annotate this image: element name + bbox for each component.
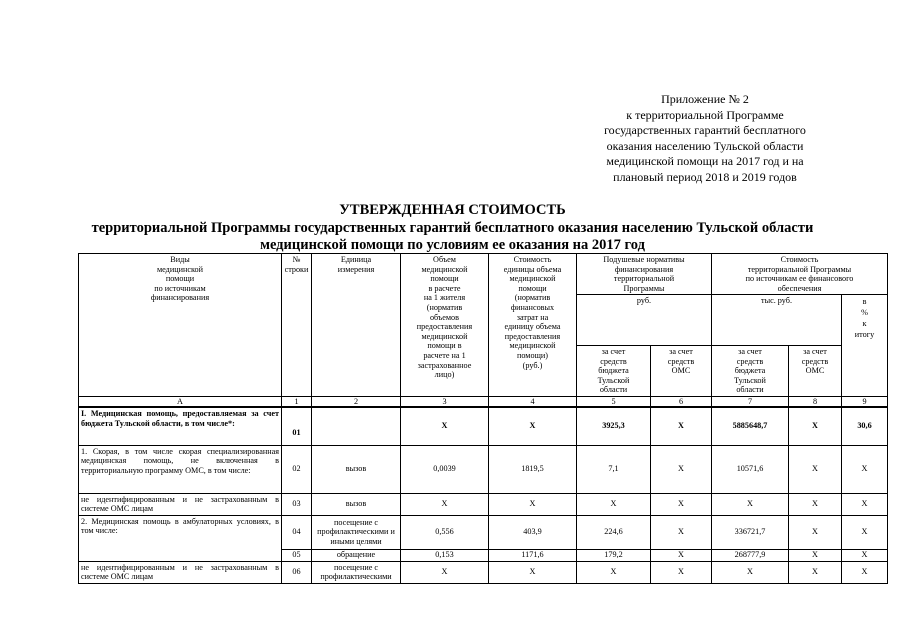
- col-number: 3: [401, 397, 489, 408]
- row-budget-per-capita: Х: [577, 561, 651, 583]
- col-number: 9: [842, 397, 888, 408]
- col-number: 1: [282, 397, 312, 408]
- col-number: 7: [712, 397, 789, 408]
- row-oms-per-capita: Х: [651, 493, 712, 515]
- row-percent: 30,6: [842, 407, 888, 445]
- header-cost: Стоимость единицы объема медицинской помощи (норматив финансовых затрат на единицу объема предоставления медицинской помощи) (руб.): [489, 254, 577, 397]
- row-percent: Х: [842, 549, 888, 561]
- row-volume: Х: [401, 407, 489, 445]
- row-percent: Х: [842, 515, 888, 549]
- row-cost: 403,9: [489, 515, 577, 549]
- column-numbers-row: [79, 397, 888, 408]
- row-unit: [312, 407, 401, 445]
- row-oms-total: Х: [789, 493, 842, 515]
- cost-table: [78, 253, 888, 584]
- header-unit: Единица измерения: [312, 254, 401, 397]
- row-percent: Х: [842, 445, 888, 493]
- header-oms: за счет средств ОМС: [789, 346, 842, 397]
- header-program-cost: Стоимость территориальной Программы по источникам ее финансового обеспечения: [712, 254, 888, 295]
- table-row: [79, 515, 888, 549]
- row-budget-per-capita: 3925,3: [577, 407, 651, 445]
- appendix-note: [560, 92, 850, 185]
- row-oms-total: Х: [789, 445, 842, 493]
- row-number: 04: [282, 515, 312, 549]
- row-volume: 0,153: [401, 549, 489, 561]
- appendix-line: к территориальной Программе: [626, 107, 784, 122]
- row-name: 1. Скорая, в том числе скорая специализированная медицинская помощь, не включенная в территориальную программу ОМС, в том числе:: [79, 445, 282, 493]
- row-budget-per-capita: 224,6: [577, 515, 651, 549]
- col-number: А: [79, 397, 282, 408]
- row-cost: Х: [489, 561, 577, 583]
- row-volume: 0,0039: [401, 445, 489, 493]
- header-budget: за счет средств бюджета Тульской области: [577, 346, 651, 397]
- row-unit: обращение: [312, 549, 401, 561]
- header-types: Виды медицинской помощи по источникам финансирования: [79, 254, 282, 397]
- row-oms-per-capita: Х: [651, 407, 712, 445]
- row-number: 03: [282, 493, 312, 515]
- header-row-no: № строки: [282, 254, 312, 397]
- appendix-line: плановый период 2018 и 2019 годов: [613, 169, 797, 184]
- row-oms-total: Х: [789, 407, 842, 445]
- table-row: [79, 445, 888, 493]
- row-budget-total: 10571,6: [712, 445, 789, 493]
- row-name: не идентифицированным и не застрахованным в системе ОМС лицам: [79, 561, 282, 583]
- document-subtitle: территориальной Программы государственных гарантий бесплатного оказания населению Тульской области: [91, 220, 814, 236]
- appendix-line: медицинской помощи на 2017 год и на: [606, 154, 804, 168]
- col-number: 6: [651, 397, 712, 408]
- row-number: 05: [282, 549, 312, 561]
- row-volume: Х: [401, 493, 489, 515]
- header-oms: за счет средств ОМС: [651, 346, 712, 397]
- document-subtitle-2: медицинской помощи по условиям ее оказания на 2017 год: [260, 237, 645, 253]
- table-row: [79, 493, 888, 515]
- row-unit: вызов: [312, 493, 401, 515]
- row-oms-per-capita: Х: [651, 515, 712, 549]
- header-per-capita: Подушевые нормативы финансирования территориальной Программы: [577, 254, 712, 295]
- row-budget-per-capita: 7,1: [577, 445, 651, 493]
- row-cost: Х: [489, 493, 577, 515]
- row-budget-per-capita: 179,2: [577, 549, 651, 561]
- row-budget-total: 336721,7: [712, 515, 789, 549]
- row-oms-per-capita: Х: [651, 445, 712, 493]
- row-oms-total: Х: [789, 515, 842, 549]
- row-cost: 1819,5: [489, 445, 577, 493]
- header-percent: в % к итогу: [842, 295, 888, 397]
- row-number: 01: [282, 407, 312, 445]
- header-thousand-rub: тыс. руб.: [712, 295, 842, 346]
- row-volume: 0,556: [401, 515, 489, 549]
- table-row: [79, 407, 888, 445]
- row-name: 2. Медицинская помощь в амбулаторных условиях, в том числе:: [79, 515, 282, 561]
- row-name: I. Медицинская помощь, предоставляемая за счет бюджета Тульской области, в том числе*:: [79, 407, 282, 445]
- row-percent: Х: [842, 493, 888, 515]
- row-oms-per-capita: Х: [651, 549, 712, 561]
- row-name: не идентифицированным и не застрахованным в системе ОМС лицам: [79, 493, 282, 515]
- row-number: 02: [282, 445, 312, 493]
- row-budget-per-capita: Х: [577, 493, 651, 515]
- row-unit: вызов: [312, 445, 401, 493]
- col-number: 5: [577, 397, 651, 408]
- row-percent: Х: [842, 561, 888, 583]
- header-volume: Объем медицинской помощи в расчете на 1 жителя (норматив объемов предоставления медицинской помощи в расчете на 1 застрахованное лицо): [401, 254, 489, 397]
- row-budget-total: Х: [712, 561, 789, 583]
- row-budget-total: 5885648,7: [712, 407, 789, 445]
- table-row: [79, 561, 888, 583]
- row-unit: посещение с профилактическими и иными целями: [312, 515, 401, 549]
- header-rub: руб.: [577, 295, 712, 346]
- col-number: 8: [789, 397, 842, 408]
- header-budget: за счет средств бюджета Тульской области: [712, 346, 789, 397]
- row-volume: Х: [401, 561, 489, 583]
- row-oms-total: Х: [789, 561, 842, 583]
- appendix-line: Приложение № 2: [661, 92, 749, 106]
- row-budget-total: 268777,9: [712, 549, 789, 561]
- row-oms-total: Х: [789, 549, 842, 561]
- appendix-line: оказания населению Тульской области: [606, 138, 804, 153]
- row-number: 06: [282, 561, 312, 583]
- row-unit: посещение с профилактическими: [312, 561, 401, 583]
- document-title: УТВЕРЖДЕННАЯ СТОИМОСТЬ: [339, 202, 566, 218]
- row-cost: 1171,6: [489, 549, 577, 561]
- col-number: 4: [489, 397, 577, 408]
- appendix-line: государственных гарантий бесплатного: [604, 123, 806, 137]
- row-cost: Х: [489, 407, 577, 445]
- row-budget-total: Х: [712, 493, 789, 515]
- row-oms-per-capita: Х: [651, 561, 712, 583]
- col-number: 2: [312, 397, 401, 408]
